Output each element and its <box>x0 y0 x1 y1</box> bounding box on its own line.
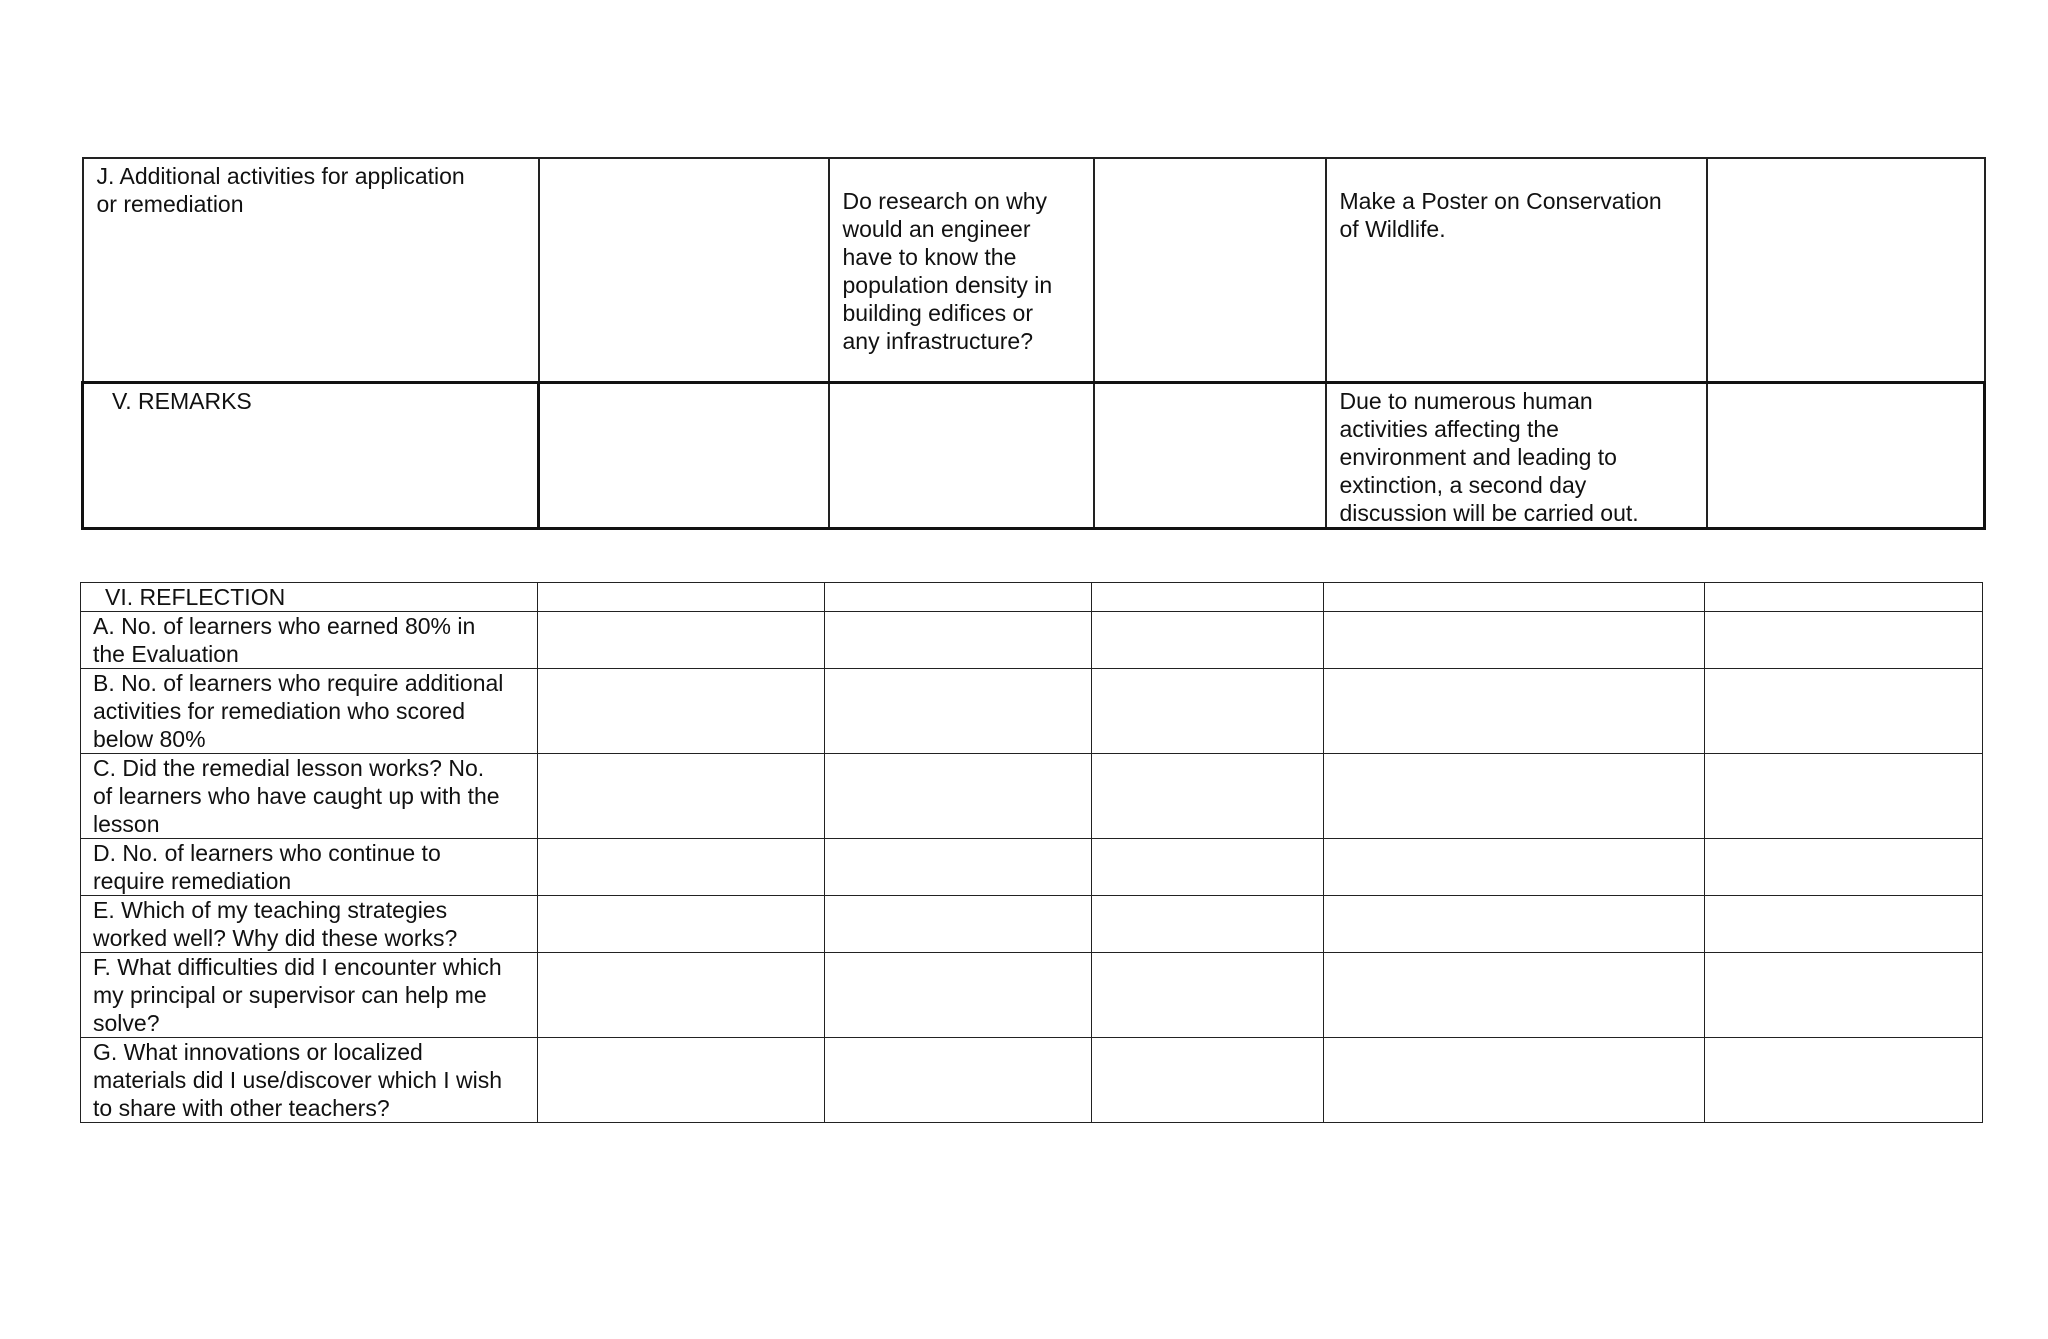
reflection-question-f: F. What difficulties did I encounter which my principal or supervisor can help me solve? <box>81 953 538 1038</box>
reflection-answer-cell[interactable] <box>538 896 825 953</box>
reflection-answer-cell[interactable] <box>538 839 825 896</box>
reflection-answer-cell[interactable] <box>1705 669 1983 754</box>
reflection-answer-cell[interactable] <box>1092 953 1324 1038</box>
reflection-row-d <box>81 839 1983 896</box>
reflection-question-c: C. Did the remedial lesson works? No. of learners who have caught up with the lesson <box>81 754 538 839</box>
reflection-answer-cell[interactable] <box>1324 839 1705 896</box>
reflection-answer-cell[interactable] <box>1324 669 1705 754</box>
reflection-answer-cell[interactable] <box>1092 754 1324 839</box>
remarks-day1-cell <box>539 382 829 528</box>
reflection-row-a <box>81 612 1983 669</box>
remarks-label: V. REMARKS <box>83 382 539 528</box>
reflection-table <box>80 582 1983 1123</box>
reflection-answer-cell[interactable] <box>538 612 825 669</box>
reflection-answer-cell[interactable] <box>1705 839 1983 896</box>
reflection-question-g: G. What innovations or localized materials did I use/discover which I wish to share with other teachers? <box>81 1038 538 1123</box>
additional-activities-day3-cell <box>1094 158 1326 382</box>
reflection-answer-cell[interactable] <box>1092 896 1324 953</box>
row-additional-activities <box>83 158 1985 382</box>
reflection-question-d: D. No. of learners who continue to require remediation <box>81 839 538 896</box>
reflection-heading-cell <box>1092 583 1324 612</box>
reflection-answer-cell[interactable] <box>1705 896 1983 953</box>
reflection-answer-cell[interactable] <box>1324 612 1705 669</box>
reflection-answer-cell[interactable] <box>1092 1038 1324 1123</box>
reflection-row-b <box>81 669 1983 754</box>
reflection-answer-cell[interactable] <box>1705 612 1983 669</box>
remarks-day3-cell <box>1094 382 1326 528</box>
additional-activities-day2-cell: Do research on why would an engineer have to know the population density in building edifices or any infrastructure? <box>829 158 1094 382</box>
remarks-day5-cell <box>1707 382 1985 528</box>
reflection-question-e: E. Which of my teaching strategies worked well? Why did these works? <box>81 896 538 953</box>
additional-activities-day4-cell: Make a Poster on Conservation of Wildlife. <box>1326 158 1707 382</box>
reflection-row-g <box>81 1038 1983 1123</box>
reflection-answer-cell[interactable] <box>1092 612 1324 669</box>
reflection-answer-cell[interactable] <box>1092 669 1324 754</box>
reflection-answer-cell[interactable] <box>825 1038 1092 1123</box>
reflection-heading-row <box>81 583 1983 612</box>
reflection-row-c <box>81 754 1983 839</box>
reflection-answer-cell[interactable] <box>1705 754 1983 839</box>
reflection-answer-cell[interactable] <box>1705 1038 1983 1123</box>
additional-activities-label: J. Additional activities for application or remediation <box>83 158 539 382</box>
reflection-answer-cell[interactable] <box>538 1038 825 1123</box>
reflection-heading-cell <box>825 583 1092 612</box>
reflection-answer-cell[interactable] <box>825 754 1092 839</box>
reflection-answer-cell[interactable] <box>1324 754 1705 839</box>
additional-activities-day5-cell <box>1707 158 1985 382</box>
reflection-heading: VI. REFLECTION <box>81 583 538 612</box>
reflection-answer-cell[interactable] <box>1705 953 1983 1038</box>
reflection-answer-cell[interactable] <box>1324 1038 1705 1123</box>
reflection-heading-cell <box>1324 583 1705 612</box>
reflection-answer-cell[interactable] <box>825 839 1092 896</box>
reflection-answer-cell[interactable] <box>825 612 1092 669</box>
reflection-answer-cell[interactable] <box>538 669 825 754</box>
reflection-question-a: A. No. of learners who earned 80% in the Evaluation <box>81 612 538 669</box>
reflection-answer-cell[interactable] <box>538 953 825 1038</box>
reflection-answer-cell[interactable] <box>825 669 1092 754</box>
reflection-answer-cell[interactable] <box>538 754 825 839</box>
reflection-row-e <box>81 896 1983 953</box>
reflection-answer-cell[interactable] <box>1092 839 1324 896</box>
reflection-question-b: B. No. of learners who require additional activities for remediation who scored below 80% <box>81 669 538 754</box>
row-remarks <box>83 382 1985 528</box>
remarks-day2-cell <box>829 382 1094 528</box>
reflection-heading-cell <box>1705 583 1983 612</box>
reflection-answer-cell[interactable] <box>825 896 1092 953</box>
additional-activities-day1-cell <box>539 158 829 382</box>
remarks-day4-cell: Due to numerous human activities affecting the environment and leading to extinction, a second day discussion will be carried out. <box>1326 382 1707 528</box>
reflection-answer-cell[interactable] <box>825 953 1092 1038</box>
reflection-answer-cell[interactable] <box>1324 953 1705 1038</box>
reflection-row-f <box>81 953 1983 1038</box>
reflection-heading-cell <box>538 583 825 612</box>
reflection-answer-cell[interactable] <box>1324 896 1705 953</box>
activities-remarks-table <box>81 157 1986 530</box>
